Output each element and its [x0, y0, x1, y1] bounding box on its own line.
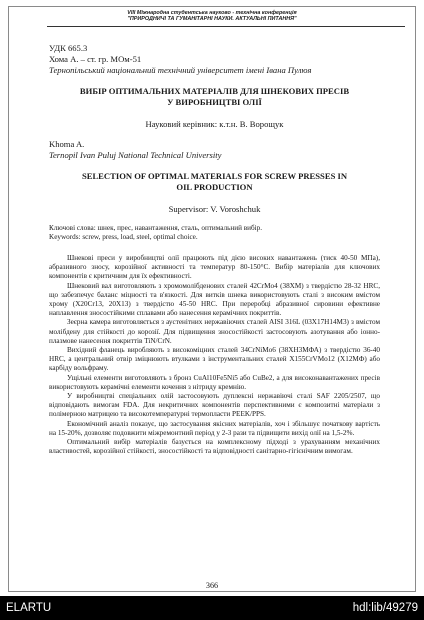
title-en: [49, 171, 380, 193]
body-paragraph: Зеєрна камера виготовляється з аустенітних нержавіючих сталей AISI 316L (03Х17Н14М3) з вмістом молібдену для стійкості до корозії. Для підвищення зносостійкості застосовують азотування або іонно-плазмове нанесення покриттів TiN/CrN.: [49, 318, 380, 345]
header-rule: [47, 26, 405, 27]
conference-line-1: VIII Міжнародна студентська науково - технічна конференція: [127, 10, 297, 16]
body-paragraph: Ущільні елементи виготовляють з бронз CuAl10Fe5Ni5 або CuBe2, а для високонавантажених пресів використовують керамічні елементи кочення з нітриду кремнію.: [49, 373, 380, 391]
title-en-line-1: SELECTION OF OPTIMAL MATERIALS FOR SCREW PRESSES IN: [81, 171, 348, 181]
supervisor-ua: Науковий керівник: к.т.н. В. Ворощук: [145, 119, 284, 129]
document-page: [8, 6, 416, 592]
udc-code: УДК 665.3: [49, 43, 88, 53]
paper-content: [49, 43, 380, 456]
keywords-en: Keywords: screw, press, load, steel, optimal choice.: [49, 233, 198, 241]
author-en: Khoma A.: [49, 139, 85, 149]
keywords-block: [49, 224, 380, 242]
title-ua-line-2: У ВИРОБНИЦТВІ ОЛІЇ: [167, 97, 262, 107]
author-ua: Хома А. – ст. гр. МОм-51: [49, 54, 142, 64]
repository-name: ELARTU: [6, 602, 52, 614]
title-en-line-2: OIL PRODUCTION: [176, 182, 253, 192]
supervisor-en: Supervisor: V. Voroshchuk: [168, 204, 261, 214]
paper-body: [49, 254, 380, 456]
title-ua: [49, 86, 380, 108]
conference-header: [9, 10, 415, 22]
body-paragraph: Шнекові преси у виробництві олії працюють під дією високих навантажень (тиск 40-50 МПа), абразивного зносу, корозійної активності та температур 80-150°С. Вибір матеріалів для ключових компонентів є критичним для їх ефективності.: [49, 254, 380, 281]
conference-line-2: "ПРИРОДНИЧІ ТА ГУМАНІТАРНІ НАУКИ. АКТУАЛЬНІ ПИТАННЯ": [127, 16, 297, 23]
affiliation-en: Ternopil Ivan Puluj National Technical University: [49, 150, 222, 160]
page-number: 366: [205, 581, 219, 590]
keywords-ua: Ключові слова: шнек, прес, навантаження, сталь, оптимальний вибір.: [49, 224, 263, 232]
repository-footer: [0, 596, 424, 620]
body-paragraph: Оптимальний вибір матеріалів базується на комплексному підході з урахуванням механічних властивостей, корозійної стійкості, зносостійкості та відповідності санітарно-гігієнічним вимогам.: [49, 438, 380, 456]
title-ua-line-1: ВИБІР ОПТИМАЛЬНИХ МАТЕРІАЛІВ ДЛЯ ШНЕКОВИХ ПРЕСІВ: [79, 86, 350, 96]
body-paragraph: Вихідний фланець виробляють з високоміцних сталей 34CrNiMo6 (38ХН3МФА) з твердістю 36-40 HRC, а центральний отвір зміцнюють втулками з інструментальних сталей X155CrVMo12 (Х12МФ) або карбіду вольфраму.: [49, 346, 380, 373]
body-paragraph: Економічний аналіз показує, що застосування якісних матеріалів, хоч і збільшує початкову вартість на 15-20%, дозволяє подовжити міжремонтний період у 2-3 рази та підвищити вихід олії на 1,5-2%.: [49, 419, 380, 437]
body-paragraph: У виробництві спеціальних олій застосовують дуплексні нержавіючі сталі SAF 2205/2507, що відповідають вимогам FDA. Для некритичних компонентів перспективними є композитні матеріали з полімерною матрицею та високотемпературні термопласти PEEK/PPS.: [49, 392, 380, 419]
body-paragraph: Шнековий вал виготовляють з хромомолібденових сталей 42CrMo4 (38ХМ) з твердістю 28-32 HRC, що забезпечує баланс міцності та в'язкості. Для витків шнека використовують сталі з високим вмістом хрому (X20Cr13, 20Х13) з твердістю 45-50 HRC. При переробці абразивної сировини ефективне наплавлення зносостійкими сплавами або нанесення керамічних покриттів.: [49, 281, 380, 318]
affiliation-ua: Тернопільський національний технічний університет імені Івана Пулюя: [49, 65, 312, 75]
handle-link[interactable]: hdl:lib/49279: [352, 602, 418, 614]
